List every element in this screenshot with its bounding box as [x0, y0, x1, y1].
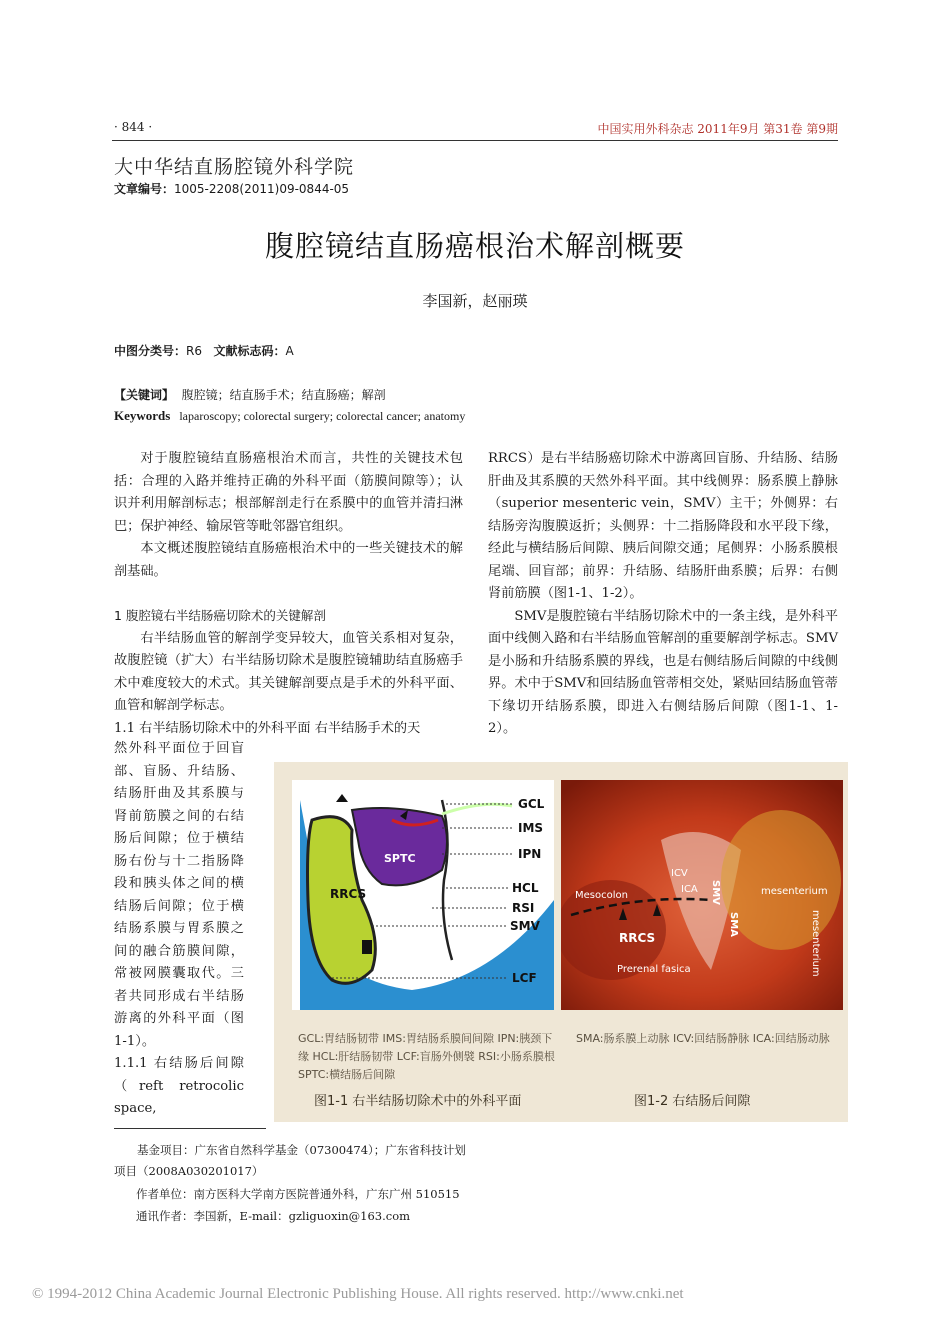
figure-2-title: 图1-2 右结肠后间隙	[634, 1094, 751, 1109]
keywords-cn-label: 【关键词】	[114, 388, 175, 402]
article-number	[114, 180, 349, 197]
fig2-label-ica: ICA	[681, 884, 698, 895]
fig2-label-rrcs: RRCS	[619, 931, 656, 945]
fig2-label-mesenterium-vertical: mesenterium	[810, 910, 821, 977]
fig2-label-prerenal: Prerenal fasica	[617, 964, 691, 975]
scope-paragraph: 本文概述腹腔镜结直肠癌根治术中的一些关键技术的解剖基础。	[114, 541, 463, 579]
section-heading-1: 1 腹腔镜右半结肠癌切除术的关键解剖	[114, 608, 326, 623]
fig2-label-smv: SMV	[710, 880, 721, 905]
fig1-label-ims: IMS	[518, 821, 544, 835]
intro-paragraph: 对于腹腔镜结直肠癌根治术而言，共性的关键技术包括：合理的入路并维持正确的外科平面（筋膜间隙等）；认识并利用解剖标志；根部解剖走行在系膜中的血管并清扫淋巴；保护神经、输尿管等毗邻器官组织。	[114, 451, 463, 534]
clc-value: R6	[186, 344, 202, 358]
fig1-label-hcl: HCL	[512, 881, 539, 895]
article-title: 腹腔镜结直肠癌根治术解剖概要	[264, 229, 685, 263]
rrcs-paragraph: RRCS）是右半结肠癌切除术中游离回盲肠、升结肠、结肠肝曲及其系膜的天然外科平面。其中线侧界：肠系膜上静脉（superior mesenteric vein，SMV）主干；外侧界：右结肠旁沟腹膜返折；头侧界：十二指肠降段和水平段下缘，经此与横结肠后间隙、胰后间隙交通；尾侧界：小肠系膜根尾端、回盲部；前界：升结肠、结肠肝曲系膜；后界：右侧肾前筋膜（图1-1、1-2）。	[488, 451, 838, 601]
clc-label: 中图分类号：	[114, 344, 187, 358]
article-number-value: 1005-2208(2011)09-0844-05	[174, 182, 350, 196]
page-number: · 844 ·	[114, 120, 153, 134]
fig1-label-smv: SMV	[510, 919, 540, 933]
article-number-label: 文章编号：	[114, 182, 175, 196]
authors: 李国新，赵丽瑛	[422, 292, 528, 310]
header-rule	[112, 140, 838, 141]
journal-issue: 中国实用外科杂志 2011年9月 第31卷 第9期	[597, 122, 838, 136]
smv-paragraph: SMV是腹腔镜右半结肠切除术中的一条主线，是外科平面中线侧入路和右半结肠血管解剖的重要解剖学标志。SMV是小肠和升结肠系膜的界线，也是右侧结肠后间隙的中线侧界。术中于SMV和回结肠血管蒂相交处，紧贴回结肠血管蒂下缘切开结肠系膜，即进入右侧结肠后间隙（图1-1、1-2）。	[488, 608, 838, 736]
keywords-cn-text: 腹腔镜；结直肠手术；结直肠癌；解剖	[181, 388, 386, 402]
footnote-funding: 基金项目：广东省自然科学基金（07300474）；广东省科技计划项目（2008A030201017）	[114, 1143, 466, 1178]
fig1-region-rrcs: RRCS	[330, 887, 367, 901]
right-column	[488, 448, 838, 741]
doc-code-label: 文献标志码：	[213, 344, 286, 358]
keywords-en-label: Keywords	[114, 408, 171, 423]
fig2-label-icv: ICV	[671, 868, 688, 879]
doc-code-value: A	[285, 344, 294, 358]
figure-1-diagram	[292, 780, 554, 1010]
figure-2-photo	[561, 780, 843, 1010]
footnote-rule	[114, 1128, 266, 1129]
fig1-label-lcf: LCF	[512, 971, 537, 985]
fig1-region-sptc: SPTC	[384, 852, 416, 865]
fig1-label-rsi: RSI	[512, 901, 535, 915]
subsection-1-1: 1.1 右半结肠切除术中的外科平面 右半结肠手术的天	[114, 720, 421, 736]
fig1-marker	[362, 940, 372, 954]
figure-1-legend: GCL:胃结肠韧带 IMS:胃结肠系膜间间隙 IPN:胰颈下缘 HCL:肝结肠韧带 LCF:盲肠外侧襞 RSI:小肠系膜根 SPTC:横结肠后间隙	[298, 1032, 555, 1081]
copyright-notice: © 1994-2012 China Academic Journal Electronic Publishing House. All rights reserved. http://www.cnki.net	[32, 1286, 684, 1302]
footnote-correspondence: 通讯作者：李国新，E-mail：gzliguoxin@163.com	[136, 1209, 411, 1223]
figure-2-legend: SMA:肠系膜上动脉 ICV:回结肠静脉 ICA:回结肠动脉	[576, 1032, 830, 1045]
narrow-column	[114, 738, 244, 1121]
narrow-column-text: 然外科平面位于回盲部、盲肠、升结肠、结肠肝曲及其系膜与肾前筋膜之间的右结肠后间隙；位于横结肠右份与十二指肠降段和胰头体之间的横结肠后间隙；位于横结肠系膜与胃系膜之间的融合筋膜间隙，常被网膜囊取代。三者共同形成右半结肠游离的外科平面（图1-1）。	[114, 741, 244, 1049]
section1-paragraph: 右半结肠血管的解剖学变异较大，血管关系相对复杂，故腹腔镜（扩大）右半结肠切除术是腹腔镜辅助结直肠癌手术中难度较大的术式。其关键解剖要点是手术的外科平面、血管和解剖学标志。	[114, 630, 463, 713]
sponsor-banner: 大中华结直肠腔镜外科学院	[114, 156, 355, 178]
fig1-label-ipn: IPN	[518, 847, 542, 861]
keywords-en-text: laparoscopy; colorectal surgery; colorectal cancer; anatomy	[179, 409, 466, 423]
keywords-en	[114, 408, 465, 424]
fig2-label-sma: SMA	[728, 912, 739, 937]
fig1-label-gcl: GCL	[518, 797, 545, 811]
left-column	[114, 448, 463, 740]
fig2-label-mesenterium: mesenterium	[761, 886, 828, 897]
classification	[114, 342, 294, 359]
footnote-affiliation: 作者单位：南方医科大学南方医院普通外科，广东广州 510515	[136, 1187, 460, 1201]
figure-1-title: 图1-1 右半结肠切除术中的外科平面	[314, 1094, 522, 1109]
fig2-label-mesocolon: Mesocolon	[575, 890, 628, 901]
subsection-1-1-1: 1.1.1 右结肠后间隙（reft retrocolic space,	[114, 1056, 244, 1116]
keywords-cn	[114, 386, 386, 403]
